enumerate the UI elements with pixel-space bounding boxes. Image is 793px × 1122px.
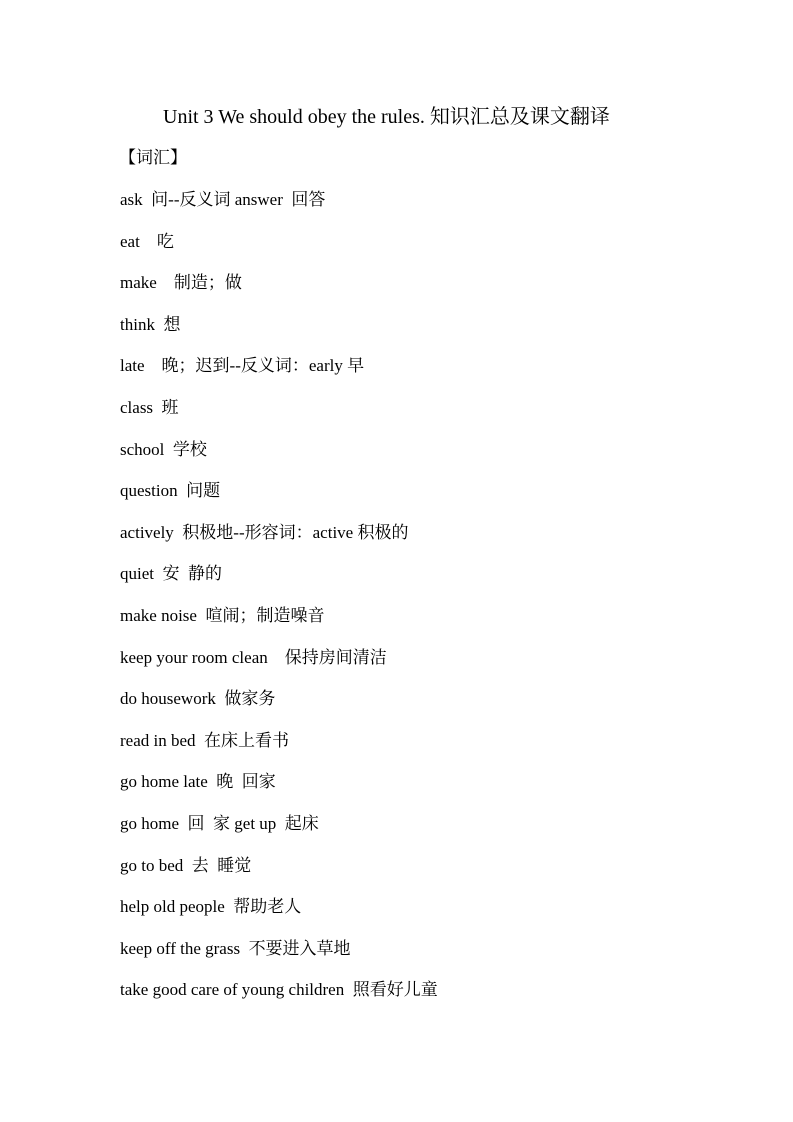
vocabulary-item: eat 吃 (120, 231, 174, 251)
vocabulary-item: go to bed 去 睡觉 (120, 855, 252, 875)
page-title: Unit 3 We should obey the rules. 知识汇总及课文翻译 (163, 106, 610, 128)
vocabulary-item: make noise 喧闹；制造噪音 (120, 605, 325, 625)
vocabulary-item: class 班 (120, 397, 179, 417)
vocabulary-item: late 晚；迟到--反义词：early 早 (120, 356, 365, 376)
section-heading-vocabulary: 【词汇】 (119, 148, 187, 167)
vocabulary-item: keep your room clean 保持房间清洁 (120, 647, 387, 667)
vocabulary-item: actively 积极地--形容词：active 积极的 (120, 522, 409, 542)
vocabulary-item: quiet 安 静的 (120, 564, 222, 584)
vocabulary-list (120, 188, 438, 1020)
vocabulary-item: go home 回 家 get up 起床 (120, 813, 319, 833)
vocabulary-item: keep off the grass 不要进入草地 (120, 938, 351, 958)
vocabulary-item: read in bed 在床上看书 (120, 730, 290, 750)
vocabulary-item: take good care of young children 照看好儿童 (120, 980, 438, 1000)
vocabulary-item: question 问题 (120, 481, 221, 501)
vocabulary-item: help old people 帮助老人 (120, 897, 302, 917)
vocabulary-item: think 想 (120, 314, 181, 334)
vocabulary-item: do housework 做家务 (120, 689, 276, 709)
vocabulary-item: school 学校 (120, 439, 207, 459)
vocabulary-item: go home late 晚 回家 (120, 772, 276, 792)
vocabulary-item: make 制造；做 (120, 273, 242, 293)
vocabulary-item: ask 问--反义词 answer 回答 (120, 190, 326, 209)
